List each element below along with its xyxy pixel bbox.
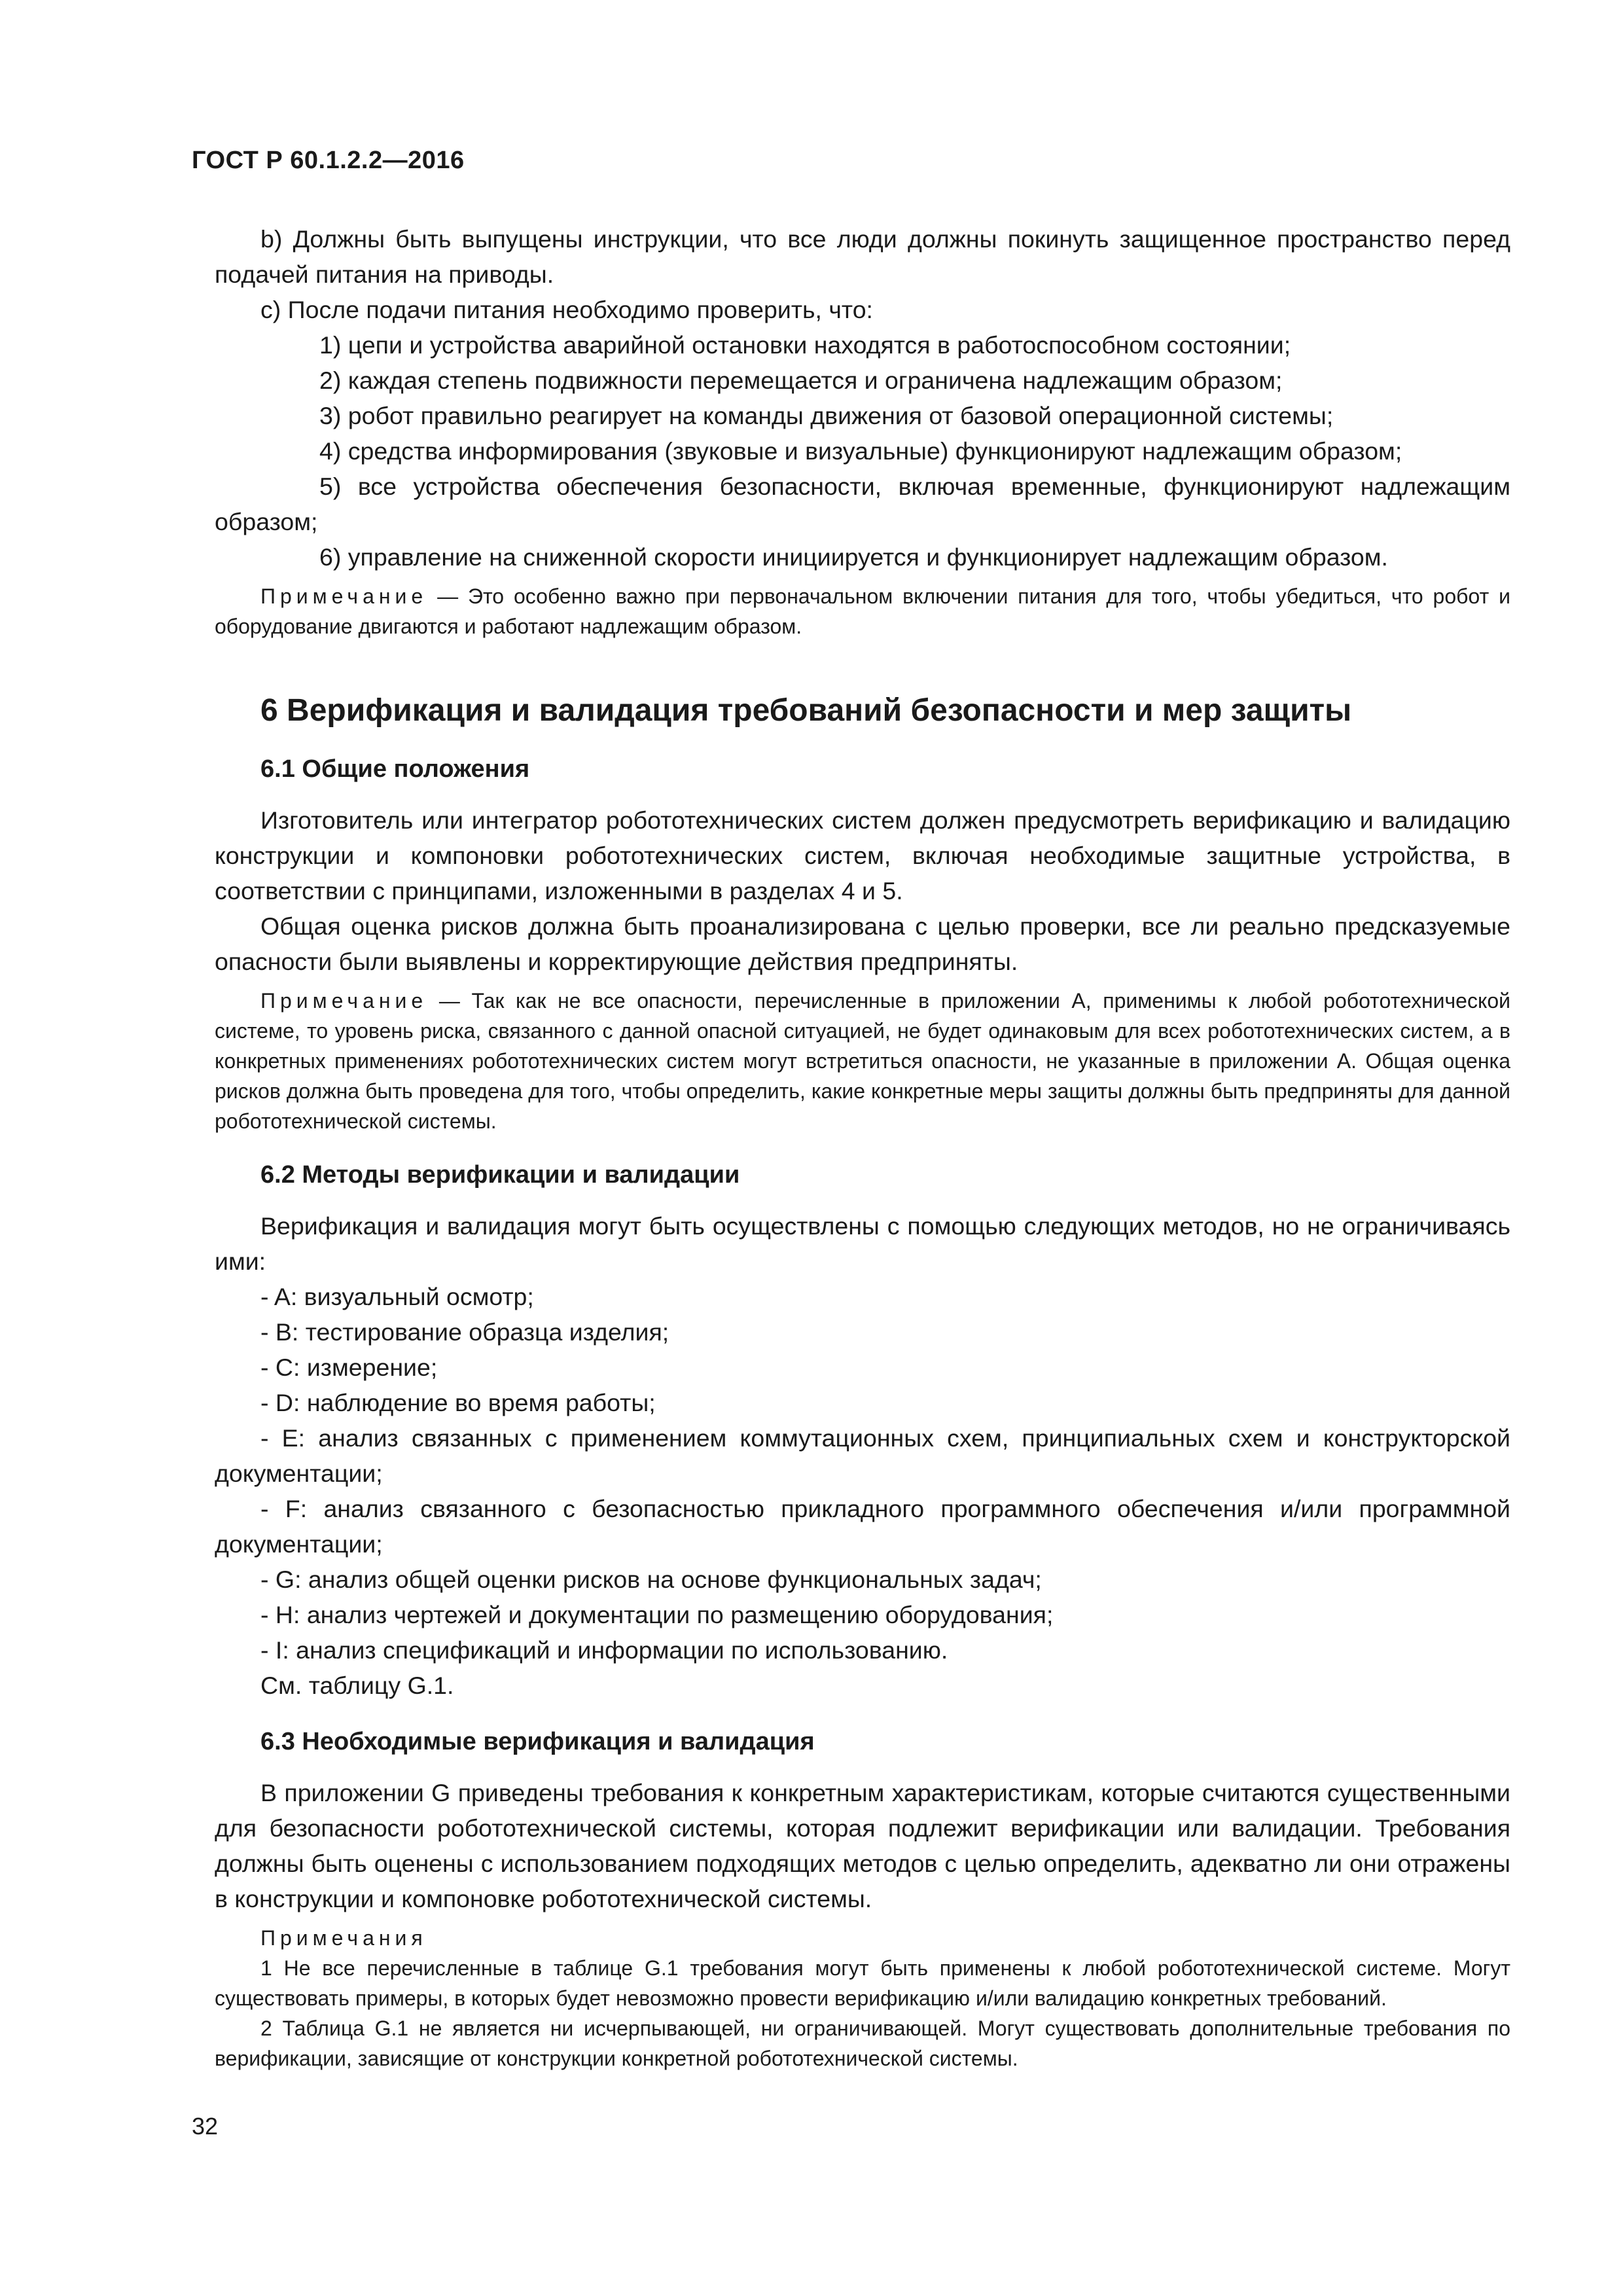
check-item: 5) все устройства обеспечения безопасности, включая временные, функционируют надлежащим образом; [215,473,1510,535]
section-6-1-paragraph: Общая оценка рисков должна быть проанализирована с целью проверки, все ли реально предсказуемые опасности были выявлены и корректирующие действия предприняты. [215,912,1510,975]
note-label: Примечание [260,989,428,1013]
section-6-3-title: 6.3 Необходимые верификация и валидация [260,1728,815,1755]
method-item: - D: наблюдение во время работы; [260,1389,656,1416]
check-item: 2) каждая степень подвижности перемещается и ограничена надлежащим образом; [319,367,1283,394]
notes-label: Примечания [260,1926,427,1950]
check-item: 6) управление на сниженной скорости инициируется и функционирует надлежащим образом. [319,543,1388,571]
intro-note [215,581,1510,641]
check-item: 4) средства информирования (звуковые и визуальные) функционируют надлежащим образом; [319,437,1402,465]
check-item: 3) робот правильно реагирует на команды движения от базовой операционной системы; [319,402,1334,429]
note-text: — Это особенно важно при первоначальном включении питания для того, чтобы убедиться, что робот и оборудование двигаются и работают надлежащим образом. [215,584,1510,638]
method-item: - C: измерение; [260,1354,438,1381]
document-header: ГОСТ Р 60.1.2.2—2016 [192,147,465,174]
check-item: 1) цепи и устройства аварийной остановки находятся в работоспособном состоянии; [319,331,1291,359]
section-6-3-note: 1 Не все перечисленные в таблице G.1 требования могут быть применены к любой робототехнической системе. Могут существовать примеры, в которых будет невозможно провести верификацию и/или валидацию конкретных требований. [215,1956,1510,2010]
section-6-3-notes-label [215,1923,1510,1953]
note-label: Примечание [260,584,428,608]
section-6-1-paragraph: Изготовитель или интегратор робототехнических систем должен предусмотреть верификацию и валидацию конструкции и компоновки робототехнических систем, включая необходимые защитные устройства, в соответствии с принципами, изложенными в разделах 4 и 5. [215,806,1510,905]
table-reference: См. таблицу G.1. [260,1672,454,1699]
method-item: - G: анализ общей оценки рисков на основе функциональных задач; [260,1566,1042,1593]
section-6-1-title: 6.1 Общие положения [260,755,530,783]
section-6-1-note [215,986,1510,1136]
method-item: - E: анализ связанных с применением коммутационных схем, принципиальных схем и конструкторской документации; [215,1424,1510,1487]
method-item: - H: анализ чертежей и документации по размещению оборудования; [260,1601,1054,1628]
clause-b: b) Должны быть выпущены инструкции, что все люди должны покинуть защищенное пространство перед подачей питания на приводы. [215,225,1510,288]
page-content [215,221,1510,2073]
method-item: - F: анализ связанного с безопасностью прикладного программного обеспечения и/или программной документации; [215,1495,1510,1558]
page-number: 32 [192,2113,219,2140]
section-6-3-note: 2 Таблица G.1 не является ни исчерпывающей, ни ограничивающей. Могут существовать дополнительные требования по верификации, зависящие от конструкции конкретной робототехнической системы. [215,2017,1510,2070]
method-item: - A: визуальный осмотр; [260,1283,534,1310]
method-item: - I: анализ спецификаций и информации по использованию. [260,1636,948,1664]
clause-c: c) После подачи питания необходимо проверить, что: [260,296,873,323]
method-item: - B: тестирование образца изделия; [260,1318,669,1346]
section-6-3-paragraph: В приложении G приведены требования к конкретным характеристикам, которые считаются существенными для безопасности робототехнической системы, которая подлежит верификации или валидации. Требования должны быть оценены с использованием подходящих методов с целью определить, адекватно ли они отражены в конструкции и компоновке робототехнической системы. [215,1779,1510,1912]
section-6-title: 6 Верификация и валидация требований безопасности и мер защиты [260,693,1352,728]
section-6-2-paragraph: Верификация и валидация могут быть осуществлены с помощью следующих методов, но не ограничиваясь ими: [215,1212,1510,1275]
section-6-2-title: 6.2 Методы верификации и валидации [260,1161,740,1189]
note-text: — Так как не все опасности, перечисленные в приложении А, применимы к любой робототехнической системе, то уровень риска, связанного с данной опасной ситуацией, не будет одинаковым для всех робототехнических систем, а в конкретных применениях робототехнических систем могут встретиться опасности, не указанные в приложении А. Общая оценка рисков должна быть проведена для того, чтобы определить, какие конкретные меры защиты должны быть предприняты для данной робототехнической системы. [215,989,1510,1133]
